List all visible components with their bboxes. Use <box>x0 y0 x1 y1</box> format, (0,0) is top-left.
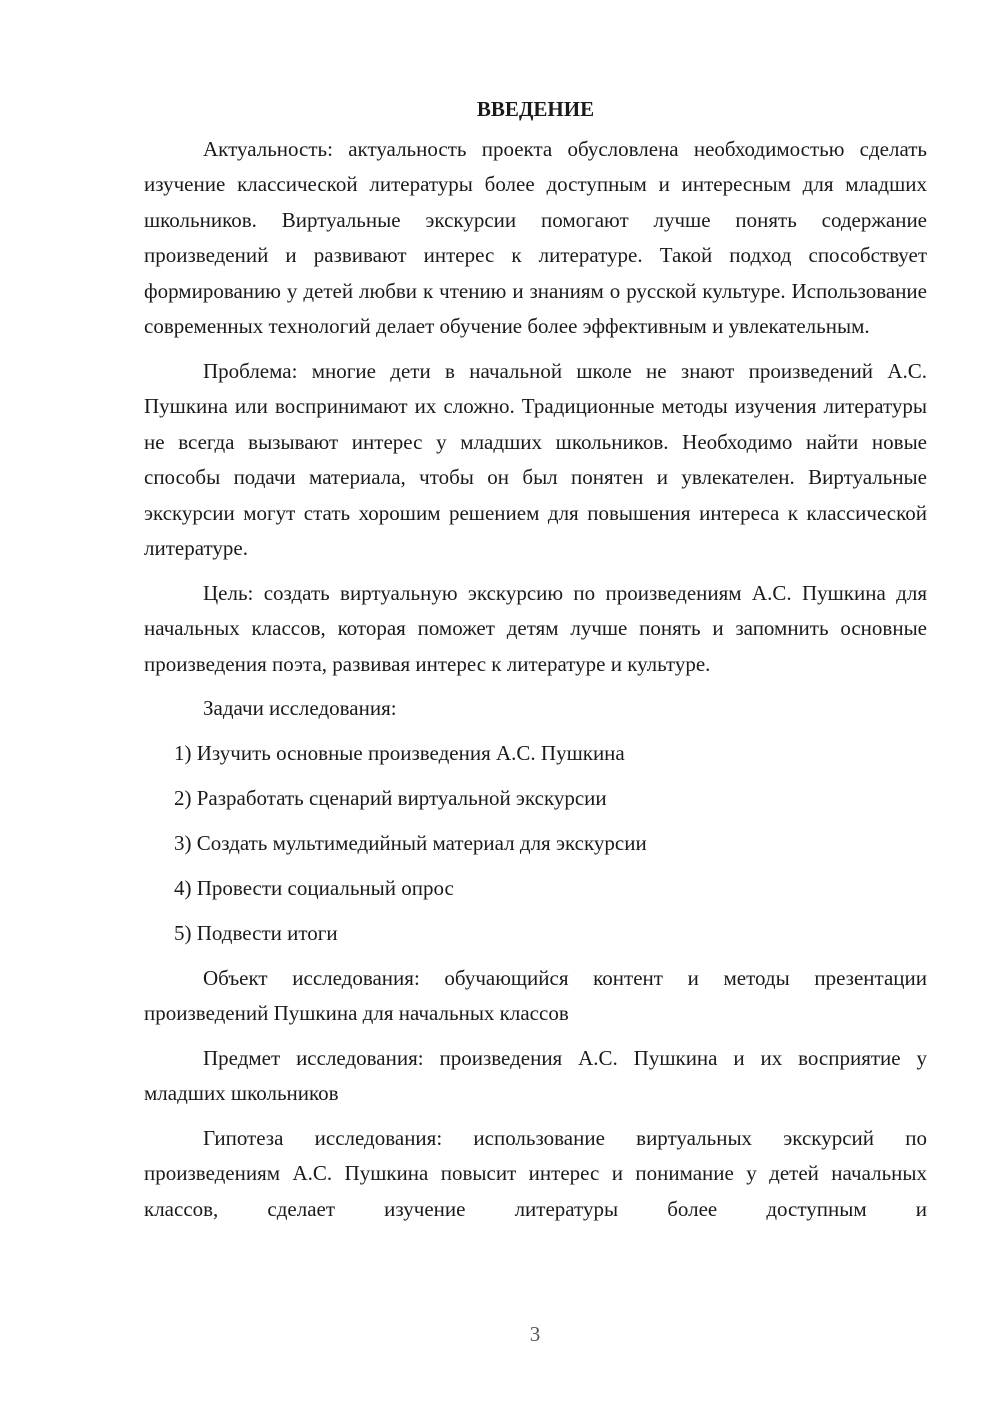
subject-paragraph: Предмет исследования: произведения А.С. Пушкина и их восприятие у младших школьников <box>144 1045 927 1105</box>
task-item: 4) Провести социальный опрос <box>174 875 454 900</box>
problem-paragraph: Проблема: многие дети в начальной школе не знают произведений А.С. Пушкина или воспринимают их сложно. Традиционные методы изучения литературы не всегда вызывают интерес у младших школьников. Необходимо найти новые способы подачи материала, чтобы он был понятен и увлекателен. Виртуальные экскурсии могут стать хорошим решением для повышения интереса к классической литературе. <box>144 358 927 560</box>
document-page <box>144 92 927 1236</box>
section-heading: ВВЕДЕНИЕ <box>476 97 595 121</box>
tasks-heading: Задачи исследования: <box>203 696 397 720</box>
task-item: 1) Изучить основные произведения А.С. Пушкина <box>174 740 625 765</box>
task-item: 2) Разработать сценарий виртуальной экскурсии <box>174 785 607 810</box>
task-item: 3) Создать мультимедийный материал для экскурсии <box>174 830 647 855</box>
page-number: 3 <box>529 1322 541 1346</box>
task-item: 5) Подвести итоги <box>174 920 338 945</box>
object-paragraph: Объект исследования: обучающийся контент и методы презентации произведений Пушкина для начальных классов <box>144 965 927 1025</box>
goal-paragraph: Цель: создать виртуальную экскурсию по произведениям А.С. Пушкина для начальных классов, которая поможет детям лучше понять и запомнить основные произведения поэта, развивая интерес к литературе и культуре. <box>144 580 927 676</box>
relevance-paragraph: Актуальность: актуальность проекта обусловлена необходимостью сделать изучение классической литературы более доступным и интересным для младших школьников. Виртуальные экскурсии помогают лучше понять содержание произведений и развивают интерес к литературе. Такой подход способствует формированию у детей любви к чтению и знаниям о русской культуре. Использование современных технологий делает обучение более эффективным и увлекательным. <box>144 136 927 338</box>
hypothesis-paragraph: Гипотеза исследования: использование виртуальных экскурсий по произведениям А.С. Пушкина повысит интерес и понимание у детей начальных классов, сделает изучение литературы более доступным и <box>144 1125 927 1221</box>
tasks-list <box>144 736 927 952</box>
